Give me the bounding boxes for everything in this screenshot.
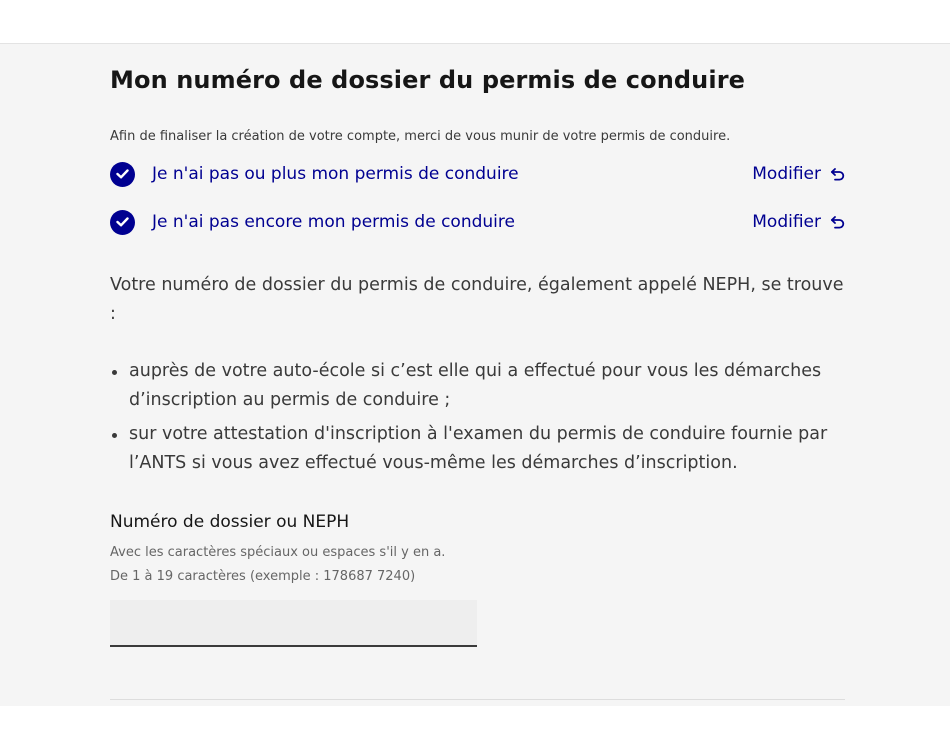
neph-input[interactable]	[110, 600, 477, 647]
form-panel	[0, 44, 950, 706]
neph-field-label: Numéro de dossier ou NEPH	[110, 512, 350, 532]
list-item-text: sur votre attestation d'inscription à l'examen du permis de conduire fournie par l’ANTS si vous avez effectué vous-même les démarches d’inscription.	[129, 424, 828, 473]
bottom-band	[0, 706, 950, 750]
modify-label: Modifier	[752, 212, 821, 232]
check-circle-icon	[110, 162, 135, 187]
bullet-dot	[112, 370, 117, 375]
neph-description: Votre numéro de dossier du permis de conduire, également appelé NEPH, se trouve :	[110, 275, 844, 324]
list-item-text: auprès de votre auto-école si c’est elle qui a effectué pour vous les démarches d’inscription au permis de conduire ;	[129, 361, 822, 410]
neph-hint-special-chars: Avec les caractères spéciaux ou espaces s'il y en a.	[110, 545, 446, 560]
list-item	[110, 357, 845, 415]
check-circle-icon	[110, 210, 135, 235]
neph-hint-length: De 1 à 19 caractères (exemple : 178687 7240)	[110, 569, 416, 584]
top-band	[0, 0, 950, 44]
undo-arrow-icon	[830, 215, 845, 230]
answer-label: Je n'ai pas ou plus mon permis de conduire	[152, 164, 519, 184]
modify-button[interactable]	[752, 164, 845, 184]
modify-button[interactable]	[752, 212, 845, 232]
page-title: Mon numéro de dossier du permis de conduire	[110, 66, 746, 94]
answer-row-not-yet-license	[110, 209, 845, 235]
undo-arrow-icon	[830, 167, 845, 182]
section-divider	[110, 699, 845, 700]
neph-location-list	[110, 357, 845, 483]
modify-label: Modifier	[752, 164, 821, 184]
answer-label: Je n'ai pas encore mon permis de conduire	[152, 212, 515, 232]
list-item	[110, 420, 845, 478]
bullet-dot	[112, 433, 117, 438]
intro-text: Afin de finaliser la création de votre compte, merci de vous munir de votre permis de conduire.	[110, 129, 731, 144]
answer-row-no-license	[110, 161, 845, 187]
